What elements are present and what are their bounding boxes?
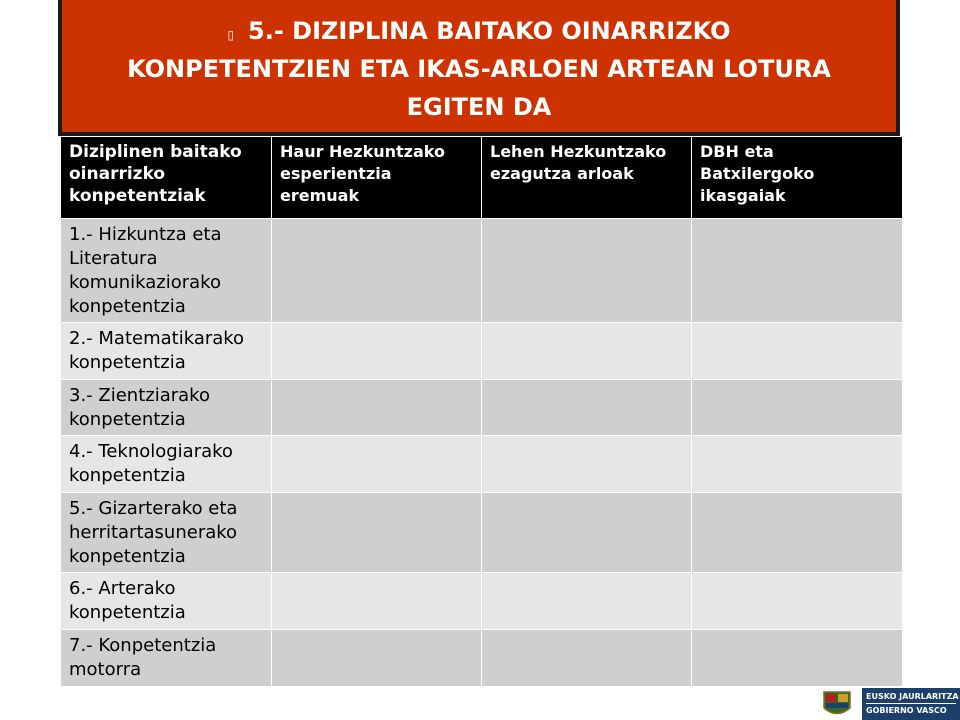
header-secondary: DBH eta Batxilergoko ikasgaiak [692, 137, 903, 219]
logo-divider [866, 703, 956, 704]
table-cell [482, 493, 692, 573]
table-row [61, 493, 903, 573]
table-cell [692, 573, 903, 630]
title-line-3: EGITEN DA [406, 93, 552, 121]
table-cell [692, 493, 903, 573]
table-header-row [61, 137, 903, 219]
table-row [61, 323, 903, 380]
logo-line-1: EUSKO JAURLARITZA [866, 692, 959, 701]
table-cell [272, 219, 482, 323]
table-cell [272, 436, 482, 493]
table-cell [272, 493, 482, 573]
government-logo [818, 688, 960, 720]
row-label: 6.- Arterako konpetentzia [61, 573, 272, 630]
title-line-1: 5.- DIZIPLINA BAITAKO OINARRIZKO [248, 17, 731, 45]
table-cell [482, 323, 692, 380]
table-row [61, 573, 903, 630]
table-cell [482, 573, 692, 630]
competences-table [60, 136, 903, 687]
table-cell [692, 436, 903, 493]
table-cell [482, 630, 692, 687]
header-early-childhood: Haur Hezkuntzako esperientzia eremuak [272, 137, 482, 219]
row-label: 5.- Gizarterako eta herritartasunerako konpetentzia [61, 493, 272, 573]
table-row [61, 436, 903, 493]
header-primary: Lehen Hezkuntzako ezagutza arloak [482, 137, 692, 219]
table-cell [272, 573, 482, 630]
table-cell [692, 630, 903, 687]
table-cell [482, 219, 692, 323]
table-cell [272, 630, 482, 687]
row-label: 2.- Matematikarako konpetentzia [61, 323, 272, 380]
row-label: 7.- Konpetentzia motorra [61, 630, 272, 687]
table-row [61, 630, 903, 687]
row-label: 3.- Zientziarako konpetentzia [61, 380, 272, 436]
table-cell [482, 380, 692, 436]
table-cell [482, 436, 692, 493]
header-competences: Diziplinen baitako oinarrizko konpetentziak [61, 137, 272, 219]
row-label: 1.- Hizkuntza eta Literatura komunikaziorako konpetentzia [61, 219, 272, 323]
coat-of-arms-icon [818, 688, 856, 720]
logo-line-2: GOBIERNO VASCO [866, 706, 947, 715]
row-label: 4.- Teknologiarako konpetentzia [61, 436, 272, 493]
table-row [61, 219, 903, 323]
table-cell [692, 323, 903, 380]
table-cell [272, 380, 482, 436]
table-row [61, 380, 903, 436]
title-line-2: KONPETENTZIEN ETA IKAS-ARLOEN ARTEAN LOTURA [127, 55, 831, 83]
bullet-icon: ▯ [227, 28, 235, 42]
slide-title [58, 0, 900, 136]
table-cell [272, 323, 482, 380]
table-cell [692, 219, 903, 323]
table-cell [692, 380, 903, 436]
